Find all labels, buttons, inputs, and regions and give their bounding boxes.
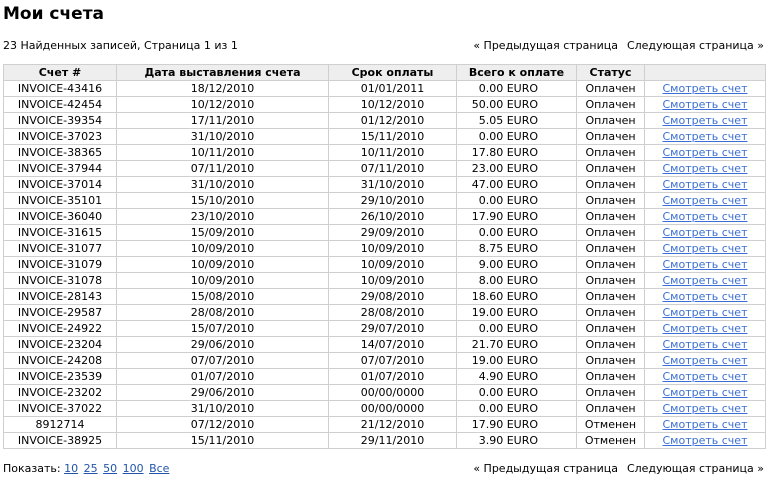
col-actions [645,65,766,81]
action-cell [645,321,766,337]
status-cell: Оплачен [577,385,645,401]
status-cell: Оплачен [577,337,645,353]
action-cell [645,273,766,289]
total-cell: 3.90 EURO [457,433,577,449]
due-date-cell: 00/00/0000 [329,401,457,417]
table-row [4,321,766,337]
total-cell: 8.75 EURO [457,241,577,257]
action-cell [645,353,766,369]
view-invoice-link[interactable]: Смотреть счет [662,338,748,351]
page-size-selector [3,462,171,475]
total-cell: 0.00 EURO [457,401,577,417]
due-date-cell: 29/07/2010 [329,321,457,337]
view-invoice-link[interactable]: Смотреть счет [662,418,748,431]
invoice-number-cell: INVOICE-23204 [4,337,117,353]
invoice-number-cell: INVOICE-29587 [4,305,117,321]
page-size-50[interactable]: 50 [103,462,118,475]
total-cell: 8.00 EURO [457,273,577,289]
table-row [4,145,766,161]
status-cell: Оплачен [577,225,645,241]
invoice-number-cell: INVOICE-31077 [4,241,117,257]
status-cell: Оплачен [577,241,645,257]
issue-date-cell: 07/11/2010 [117,161,329,177]
total-cell: 0.00 EURO [457,129,577,145]
view-invoice-link[interactable]: Смотреть счет [662,290,748,303]
total-cell: 5.05 EURO [457,113,577,129]
action-cell [645,305,766,321]
status-cell: Оплачен [577,369,645,385]
view-invoice-link[interactable]: Смотреть счет [662,178,748,191]
table-row [4,273,766,289]
status-cell: Оплачен [577,273,645,289]
total-cell: 47.00 EURO [457,177,577,193]
invoice-number-cell: INVOICE-37944 [4,161,117,177]
due-date-cell: 10/09/2010 [329,241,457,257]
issue-date-cell: 15/11/2010 [117,433,329,449]
invoice-number-cell: INVOICE-31615 [4,225,117,241]
next-page-link[interactable]: Следующая страница » [626,39,764,52]
invoice-number-cell: INVOICE-23539 [4,369,117,385]
total-cell: 21.70 EURO [457,337,577,353]
invoice-number-cell: INVOICE-24922 [4,321,117,337]
issue-date-cell: 07/12/2010 [117,417,329,433]
issue-date-cell: 15/09/2010 [117,225,329,241]
due-date-cell: 07/07/2010 [329,353,457,369]
invoice-number-cell: INVOICE-38925 [4,433,117,449]
invoice-number-cell: INVOICE-38365 [4,145,117,161]
due-date-cell: 10/09/2010 [329,257,457,273]
action-cell [645,241,766,257]
due-date-cell: 10/12/2010 [329,97,457,113]
issue-date-cell: 29/06/2010 [117,385,329,401]
issue-date-cell: 10/11/2010 [117,145,329,161]
due-date-cell: 10/09/2010 [329,273,457,289]
table-row [4,289,766,305]
table-header-row [4,65,766,81]
view-invoice-link[interactable]: Смотреть счет [662,98,748,111]
issue-date-cell: 10/09/2010 [117,273,329,289]
due-date-cell: 26/10/2010 [329,209,457,225]
total-cell: 17.90 EURO [457,417,577,433]
table-row [4,129,766,145]
due-date-cell: 00/00/0000 [329,385,457,401]
total-cell: 19.00 EURO [457,353,577,369]
action-cell [645,145,766,161]
invoice-number-cell: INVOICE-28143 [4,289,117,305]
action-cell [645,369,766,385]
col-total-due[interactable]: Всего к оплате [457,65,577,81]
invoice-number-cell: INVOICE-24208 [4,353,117,369]
view-invoice-link[interactable]: Смотреть счет [662,146,748,159]
status-cell: Оплачен [577,401,645,417]
status-cell: Оплачен [577,209,645,225]
view-invoice-link[interactable]: Смотреть счет [662,370,748,383]
total-cell: 9.00 EURO [457,257,577,273]
page-size-10[interactable]: 10 [64,462,79,475]
issue-date-cell: 23/10/2010 [117,209,329,225]
invoices-table [3,64,766,449]
page-title: Мои счета [3,4,105,24]
table-row [4,209,766,225]
due-date-cell: 28/08/2010 [329,305,457,321]
page-size-100[interactable]: 100 [122,462,144,475]
issue-date-cell: 28/08/2010 [117,305,329,321]
prev-page-link[interactable]: « Предыдущая страница [473,39,618,52]
table-row [4,241,766,257]
status-cell: Оплачен [577,193,645,209]
total-cell: 0.00 EURO [457,385,577,401]
table-row [4,225,766,241]
issue-date-cell: 17/11/2010 [117,113,329,129]
action-cell [645,401,766,417]
table-row [4,161,766,177]
action-cell [645,81,766,97]
action-cell [645,97,766,113]
col-invoice-number[interactable]: Счет # [4,65,117,81]
issue-date-cell: 01/07/2010 [117,369,329,385]
due-date-cell: 01/01/2011 [329,81,457,97]
issue-date-cell: 15/07/2010 [117,321,329,337]
due-date-cell: 01/12/2010 [329,113,457,129]
records-summary: 23 Найденных записей, Страница 1 из 1 [3,39,238,52]
view-invoice-link[interactable]: Смотреть счет [662,434,748,447]
status-cell: Оплачен [577,353,645,369]
invoice-number-cell: INVOICE-37022 [4,401,117,417]
view-invoice-link[interactable]: Смотреть счет [662,226,748,239]
view-invoice-link[interactable]: Смотреть счет [662,322,748,335]
view-invoice-link[interactable]: Смотреть счет [662,258,748,271]
total-cell: 0.00 EURO [457,81,577,97]
action-cell [645,225,766,241]
view-invoice-link[interactable]: Смотреть счет [662,402,748,415]
table-row [4,401,766,417]
table-row [4,337,766,353]
table-row [4,177,766,193]
table-row [4,257,766,273]
issue-date-cell: 15/08/2010 [117,289,329,305]
invoice-number-cell: INVOICE-23202 [4,385,117,401]
issue-date-cell: 29/06/2010 [117,337,329,353]
status-cell: Оплачен [577,305,645,321]
table-row [4,417,766,433]
total-cell: 19.00 EURO [457,305,577,321]
status-cell: Оплачен [577,161,645,177]
view-invoice-link[interactable]: Смотреть счет [662,194,748,207]
total-cell: 18.60 EURO [457,289,577,305]
action-cell [645,385,766,401]
status-cell: Оплачен [577,257,645,273]
view-invoice-link[interactable]: Смотреть счет [662,306,748,319]
invoice-number-cell: INVOICE-36040 [4,209,117,225]
table-row [4,113,766,129]
issue-date-cell: 07/07/2010 [117,353,329,369]
status-cell: Оплачен [577,81,645,97]
action-cell [645,209,766,225]
table-row [4,369,766,385]
col-status[interactable]: Статус [577,65,645,81]
due-date-cell: 14/07/2010 [329,337,457,353]
view-invoice-link[interactable]: Смотреть счет [662,114,748,127]
invoice-number-cell: INVOICE-31078 [4,273,117,289]
status-cell: Оплачен [577,321,645,337]
invoice-number-cell: INVOICE-43416 [4,81,117,97]
table-row [4,193,766,209]
table-row [4,81,766,97]
action-cell [645,113,766,129]
action-cell [645,257,766,273]
issue-date-cell: 15/10/2010 [117,193,329,209]
issue-date-cell: 18/12/2010 [117,81,329,97]
status-cell: Отменен [577,433,645,449]
status-cell: Оплачен [577,177,645,193]
due-date-cell: 15/11/2010 [329,129,457,145]
view-invoice-link[interactable]: Смотреть счет [662,386,748,399]
due-date-cell: 07/11/2010 [329,161,457,177]
invoice-number-cell: INVOICE-42454 [4,97,117,113]
action-cell [645,289,766,305]
issue-date-cell: 31/10/2010 [117,129,329,145]
status-cell: Оплачен [577,113,645,129]
status-cell: Оплачен [577,145,645,161]
table-row [4,433,766,449]
action-cell [645,161,766,177]
view-invoice-link[interactable]: Смотреть счет [662,242,748,255]
invoice-number-cell: 8912714 [4,417,117,433]
table-row [4,97,766,113]
due-date-cell: 29/09/2010 [329,225,457,241]
due-date-cell: 31/10/2010 [329,177,457,193]
status-cell: Отменен [577,417,645,433]
invoice-number-cell: INVOICE-35101 [4,193,117,209]
col-due-date[interactable]: Срок оплаты [329,65,457,81]
invoice-number-cell: INVOICE-37023 [4,129,117,145]
total-cell: 23.00 EURO [457,161,577,177]
total-cell: 0.00 EURO [457,321,577,337]
action-cell [645,129,766,145]
status-cell: Оплачен [577,129,645,145]
status-cell: Оплачен [577,289,645,305]
invoice-number-cell: INVOICE-31079 [4,257,117,273]
total-cell: 0.00 EURO [457,193,577,209]
view-invoice-link[interactable]: Смотреть счет [662,82,748,95]
action-cell [645,177,766,193]
due-date-cell: 01/07/2010 [329,369,457,385]
table-row [4,305,766,321]
action-cell [645,193,766,209]
page-size-label: Показать: [3,462,61,475]
view-invoice-link[interactable]: Смотреть счет [662,354,748,367]
issue-date-cell: 31/10/2010 [117,177,329,193]
invoice-number-cell: INVOICE-37014 [4,177,117,193]
due-date-cell: 29/11/2010 [329,433,457,449]
action-cell [645,433,766,449]
action-cell [645,417,766,433]
due-date-cell: 29/10/2010 [329,193,457,209]
issue-date-cell: 31/10/2010 [117,401,329,417]
due-date-cell: 10/11/2010 [329,145,457,161]
total-cell: 4.90 EURO [457,369,577,385]
status-cell: Оплачен [577,97,645,113]
total-cell: 17.80 EURO [457,145,577,161]
action-cell [645,337,766,353]
view-invoice-link[interactable]: Смотреть счет [662,162,748,175]
col-issue-date[interactable]: Дата выставления счета [117,65,329,81]
due-date-cell: 21/12/2010 [329,417,457,433]
view-invoice-link[interactable]: Смотреть счет [662,274,748,287]
pager-top [473,39,764,52]
view-invoice-link[interactable]: Смотреть счет [662,130,748,143]
next-page-link[interactable]: Следующая страница » [626,462,764,475]
due-date-cell: 29/08/2010 [329,289,457,305]
issue-date-cell: 10/12/2010 [117,97,329,113]
total-cell: 50.00 EURO [457,97,577,113]
table-row [4,353,766,369]
issue-date-cell: 10/09/2010 [117,241,329,257]
prev-page-link[interactable]: « Предыдущая страница [473,462,618,475]
view-invoice-link[interactable]: Смотреть счет [662,210,748,223]
page-size-all[interactable]: Все [149,462,170,475]
issue-date-cell: 10/09/2010 [117,257,329,273]
invoice-number-cell: INVOICE-39354 [4,113,117,129]
total-cell: 17.90 EURO [457,209,577,225]
pager-bottom [473,462,764,475]
page-size-25[interactable]: 25 [83,462,98,475]
table-row [4,385,766,401]
total-cell: 0.00 EURO [457,225,577,241]
